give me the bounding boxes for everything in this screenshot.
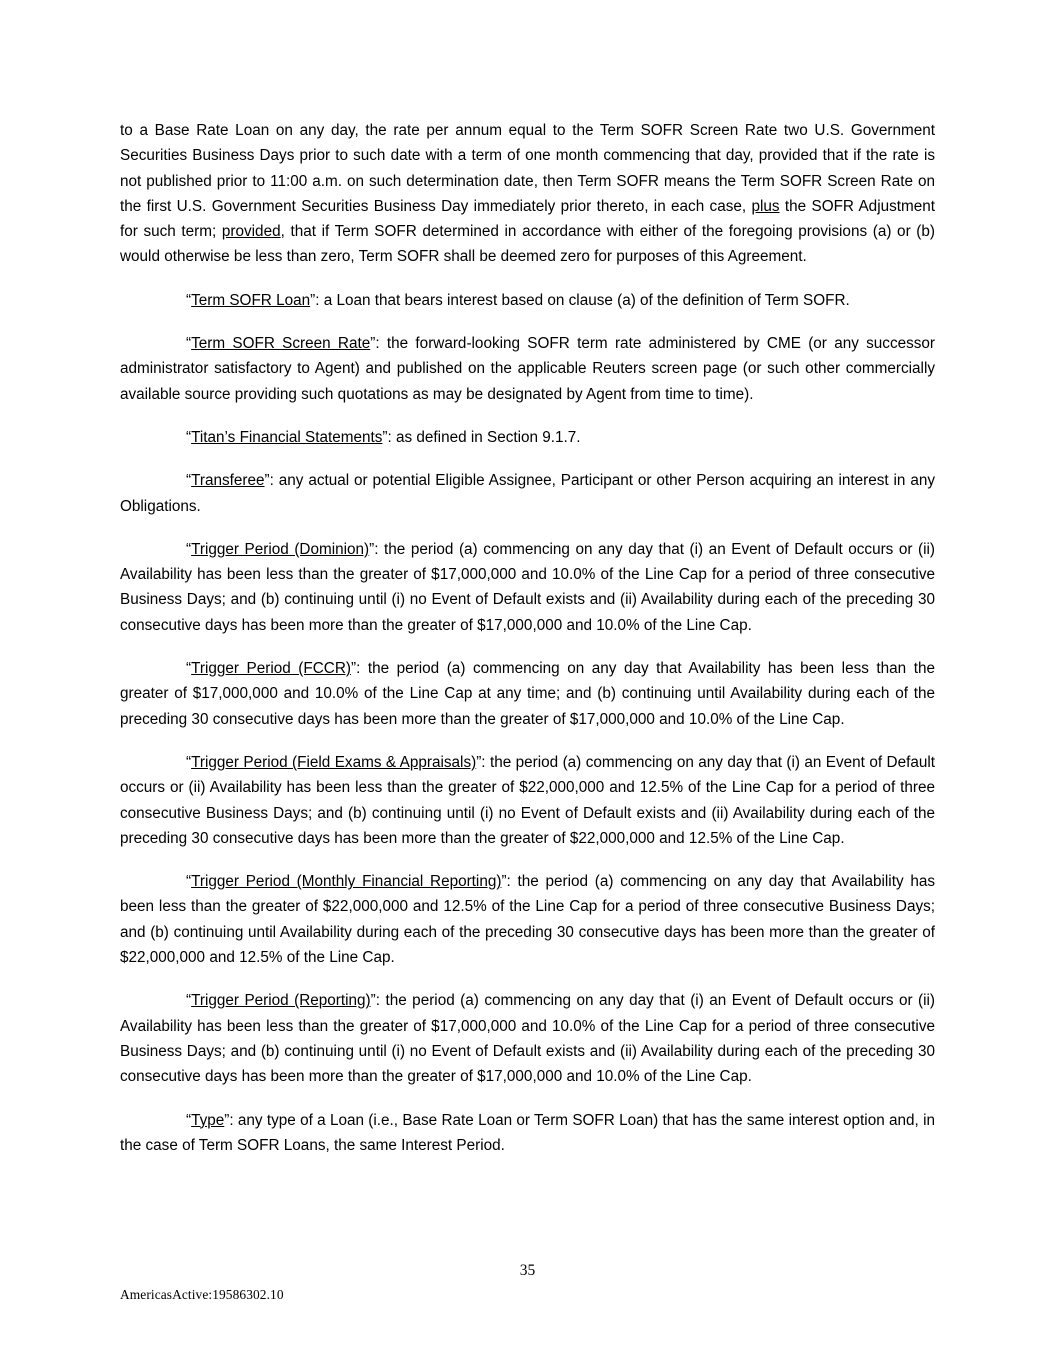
document-reference-code: AmericasActive:19586302.10 xyxy=(120,1287,284,1302)
paragraph-term-sofr-loan: “Term SOFR Loan”: a Loan that bears interest based on clause (a) of the definition of Term SOFR. xyxy=(186,291,850,309)
paragraph-trigger-period-fccr: “Trigger Period (FCCR)”: the period (a) commencing on any day that Availability has been less than the greater of $17,000,000 and 10.0% of the Line Cap at any time; and (b) continuing until Availability during each of the preceding 30 consecutive days has been more than the greater of $17,000,000 and 10.0% of the Line Cap. xyxy=(120,660,935,728)
page-number: 35 xyxy=(519,1262,536,1279)
document-body xyxy=(120,118,935,1158)
paragraph-trigger-period-reporting: “Trigger Period (Reporting)”: the period (a) commencing on any day that (i) an Event of Default occurs or (ii) Availability has been less than the greater of $17,000,000 and 10.0% of the Line Cap for a period of three consecutive Business Days; and (b) continuing until (i) no Event of Default exists and (ii) Availability during each of the preceding 30 consecutive days has been more than the greater of $17,000,000 and 10.0% of the Line Cap. xyxy=(120,992,935,1086)
paragraph-titans-financial-statements: “Titan’s Financial Statements”: as defined in Section 9.1.7. xyxy=(186,428,581,446)
paragraph-type: “Type”: any type of a Loan (i.e., Base Rate Loan or Term SOFR Loan) that has the same interest option and, in the case of Term SOFR Loans, the same Interest Period. xyxy=(120,1111,935,1154)
paragraph-trigger-period-dominion: “Trigger Period (Dominion)”: the period (a) commencing on any day that (i) an Event of Default occurs or (ii) Availability has been less than the greater of $17,000,000 and 10.0% of the Line Cap for a period of three consecutive Business Days; and (b) continuing until (i) no Event of Default exists and (ii) Availability during each of the preceding 30 consecutive days has been more than the greater of $17,000,000 and 10.0% of the Line Cap. xyxy=(120,540,936,634)
paragraph-trigger-period-field-exams-appraisals: “Trigger Period (Field Exams & Appraisals)”: the period (a) commencing on any day that (i) an Event of Default occurs or (ii) Availability has been less than the greater of $22,000,000 and 12.5% of the Line Cap for a period of three consecutive Business Days; and (b) continuing until (i) no Event of Default exists and (ii) Availability during each of the preceding 30 consecutive days has been more than the greater of $22,000,000 and 12.5% of the Line Cap. xyxy=(120,753,935,847)
paragraph-transferee: “Transferee”: any actual or potential Eligible Assignee, Participant or other Person acquiring an interest in any Obligations. xyxy=(120,472,935,515)
paragraph-trigger-period-monthly-financial-reporting: “Trigger Period (Monthly Financial Reporting)”: the period (a) commencing on any day that Availability has been less than the greater of $22,000,000 and 12.5% of the Line Cap for a period of three consecutive Business Days; and (b) continuing until Availability during each of the preceding 30 consecutive days has been more than the greater of $22,000,000 and 12.5% of the Line Cap. xyxy=(120,873,935,967)
paragraph-continuation-term-sofr: to a Base Rate Loan on any day, the rate per annum equal to the Term SOFR Screen Rate two U.S. Government Securities Business Days prior to such date with a term of one month commencing that day, provided that if the rate is not published prior to 11:00 a.m. on such determination date, then Term SOFR means the Term SOFR Screen Rate on the first U.S. Government Securities Business Day immediately prior thereto, in each case, plus the SOFR Adjustment for such term; provided, that if Term SOFR determined in accordance with either of the foregoing provisions (a) or (b) would otherwise be less than zero, Term SOFR shall be deemed zero for purposes of this Agreement. xyxy=(120,122,935,266)
paragraph-term-sofr-screen-rate: “Term SOFR Screen Rate”: the forward-looking SOFR term rate administered by CME (or any successor administrator satisfactory to Agent) and published on the applicable Reuters screen page (or such other commercially available source providing such quotations as may be designated by Agent from time to time). xyxy=(120,335,935,403)
